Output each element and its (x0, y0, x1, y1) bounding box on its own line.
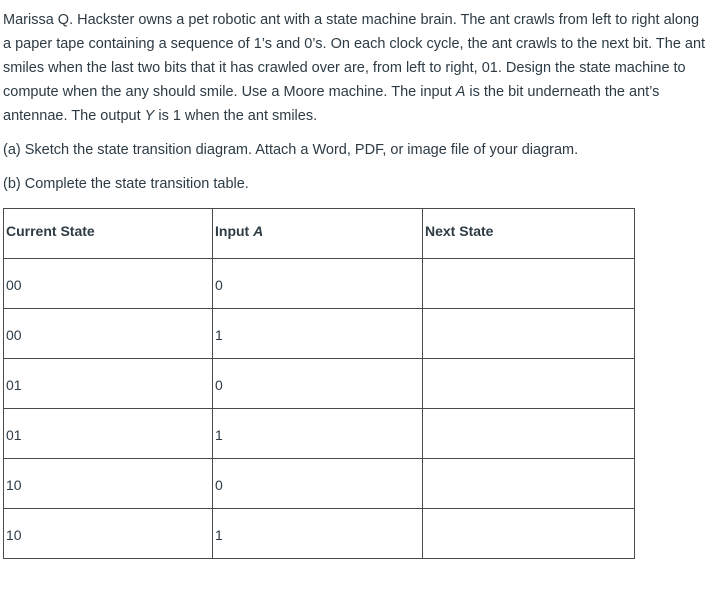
cell-next-state[interactable] (423, 409, 635, 459)
cell-input: 0 (213, 459, 423, 509)
state-transition-table (3, 208, 635, 559)
intro-text-2: is the bit underneath the ant’s antennae. The output (3, 84, 660, 124)
output-variable: Y (144, 108, 155, 124)
cell-next-state[interactable] (423, 459, 635, 509)
header-input-var: A (253, 223, 264, 239)
cell-current-state: 00 (4, 259, 213, 309)
intro-text-1: Marissa Q. Hackster owns a pet robotic ant with a state machine brain. The ant crawls from left to right along a paper tape containing a sequence of 1’s and 0’s. On each clock cycle, the ant crawls to the next bit. The ant smiles when the last two bits that it has crawled over are, from left to right, 01. Design the state machine to compute when the any should smile. Use a Moore machine. The input (3, 12, 706, 100)
header-input (213, 209, 423, 259)
part-b-prompt: (b) Complete the state transition table. (3, 176, 249, 192)
table-row (4, 309, 635, 359)
cell-next-state[interactable] (423, 509, 635, 559)
question-content (3, 8, 711, 559)
cell-input: 0 (213, 359, 423, 409)
table-row (4, 359, 635, 409)
table-row (4, 409, 635, 459)
input-variable: A (455, 84, 466, 100)
table-row (4, 259, 635, 309)
cell-next-state[interactable] (423, 359, 635, 409)
cell-input: 1 (213, 509, 423, 559)
cell-current-state: 01 (4, 409, 213, 459)
cell-current-state: 10 (4, 509, 213, 559)
table-row (4, 509, 635, 559)
cell-next-state[interactable] (423, 309, 635, 359)
cell-current-state: 00 (4, 309, 213, 359)
cell-current-state: 10 (4, 459, 213, 509)
cell-next-state[interactable] (423, 259, 635, 309)
question-intro (3, 8, 711, 128)
cell-input: 1 (213, 409, 423, 459)
cell-input: 0 (213, 259, 423, 309)
header-input-prefix: Input (215, 223, 254, 239)
cell-input: 1 (213, 309, 423, 359)
table-body (4, 259, 635, 559)
part-a-prompt: (a) Sketch the state transition diagram. Attach a Word, PDF, or image file of your diagram. (3, 142, 579, 158)
header-next-state: Next State (423, 209, 635, 259)
table-header-row (4, 209, 635, 259)
intro-text-3: is 1 when the ant smiles. (154, 108, 318, 124)
header-current-state: Current State (4, 209, 213, 259)
table-row (4, 459, 635, 509)
cell-current-state: 01 (4, 359, 213, 409)
